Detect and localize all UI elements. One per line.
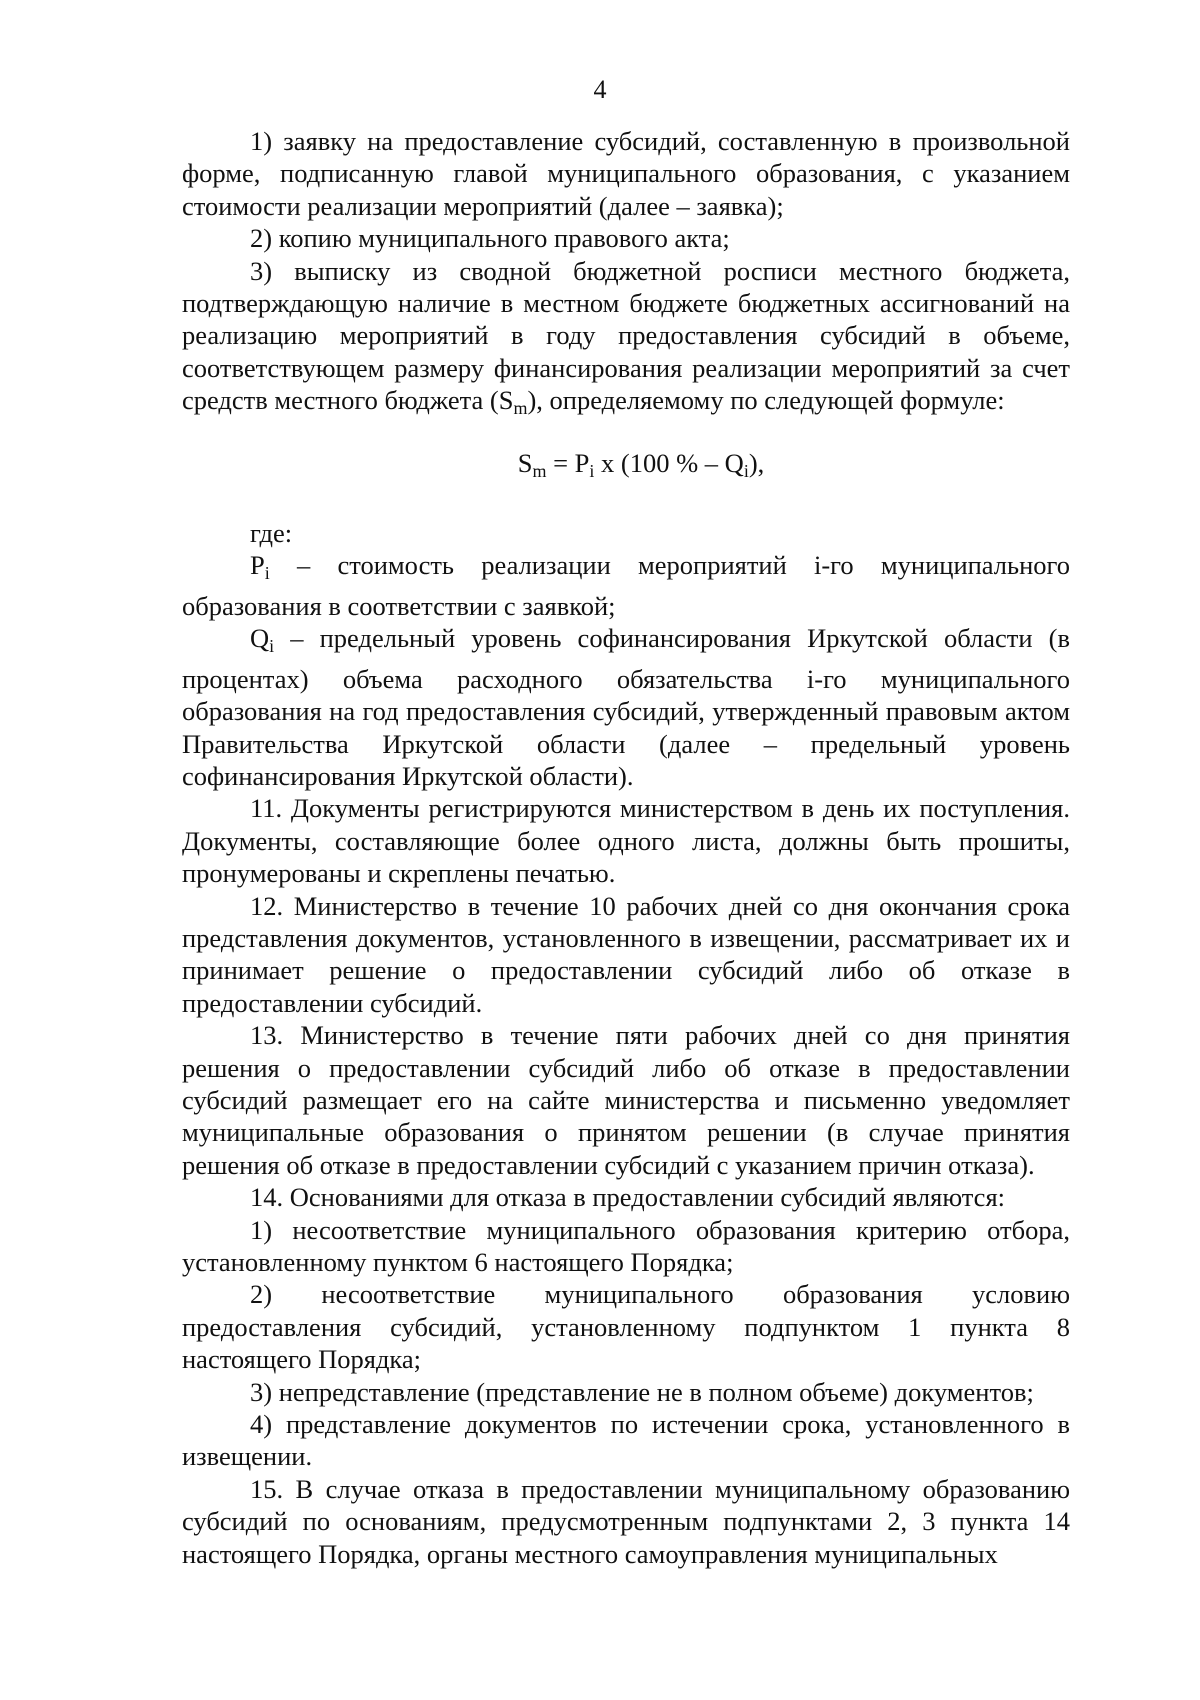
paragraph-item-3-text: 3) выписку из сводной бюджетной росписи местного бюджета, подтверждающую наличие в местном бюджете бюджетных ассигнований на реализацию мероприятий в году предоставления субсидий в объеме, соответствующем размеру финансирования реализации мероприятий за счет средств местного бюджета (S — [182, 255, 1070, 416]
where-label: где: — [250, 518, 293, 549]
paragraph-item-2: 2) копию муниципального правового акта; — [250, 223, 730, 254]
paragraph-14-item-1: 1) несоответствие муниципального образования критерию отбора, установленному пунктом 6 настоящего Порядка; — [182, 1214, 1070, 1277]
paragraph-item-3-tail: ), определяемому по следующей формуле: — [527, 385, 1005, 416]
paragraph-13: 13. Министерство в течение пяти рабочих дней со дня принятия решения о предоставлении субсидий либо об отказе в предоставлении субсидий размещает его на сайте министерства и письменно уведомляет муниципальные образования о принятом решении (в случае принятия решения об отказе в предоставлении субсидий с указанием причин отказа). — [182, 1020, 1070, 1180]
definition-q: $Q_i$ – предельный уровень софинансирования Иркутской области (в процентах) объема расходного обязательства i-го муниципального образования на год предоставления субсидий, утвержденный правовым актом Правительства Иркутской области (далее – предельный уровень софинансирования Иркутской области). — [182, 623, 1070, 791]
paragraph-14: 14. Основаниями для отказа в предоставлении субсидий являются: — [250, 1182, 1005, 1213]
subscript-m: m — [513, 398, 528, 419]
paragraph-14-item-2: 2) несоответствие муниципального образования условию предоставления субсидий, установленному подпунктом 1 пункта 8 настоящего Порядка; — [182, 1279, 1070, 1375]
definition-p: $P_i$ – стоимость реализации мероприятий i-го муниципального образования в соответствии с заявкой; — [182, 550, 1070, 621]
paragraph-item-1: 1) заявку на предоставление субсидий, составленную в произвольной форме, подписанную главой муниципального образования, с указанием стоимости реализации мероприятий (далее – заявка); — [182, 126, 1070, 221]
paragraph-14-item-3: 3) непредставление (представление не в полном объеме) документов; — [250, 1376, 1034, 1407]
paragraph-item-3 — [182, 255, 1070, 425]
page-number: 4 — [593, 75, 607, 104]
formula: $S_m = P_i$ x (100 % – $Q_i$), — [517, 447, 765, 481]
paragraph-14-item-4: 4) представление документов по истечении срока, установленного в извещении. — [182, 1409, 1070, 1472]
paragraph-15: 15. В случае отказа в предоставлении муниципальному образованию субсидий по основаниям, предусмотренным подпунктами 2, 3 пункта 14 настоящего Порядка, органы местного самоуправления муниципальных — [182, 1473, 1070, 1569]
paragraph-12: 12. Министерство в течение 10 рабочих дней со дня окончания срока представления документов, установленного в извещении, рассматривает их и принимает решение о предоставлении субсидий либо об отказе в предоставлении субсидий. — [182, 890, 1070, 1018]
document-body — [182, 125, 1070, 1570]
paragraph-11: 11. Документы регистрируются министерством в день их поступления. Документы, составляющие более одного листа, должны быть прошиты, пронумерованы и скреплены печатью. — [182, 793, 1070, 889]
